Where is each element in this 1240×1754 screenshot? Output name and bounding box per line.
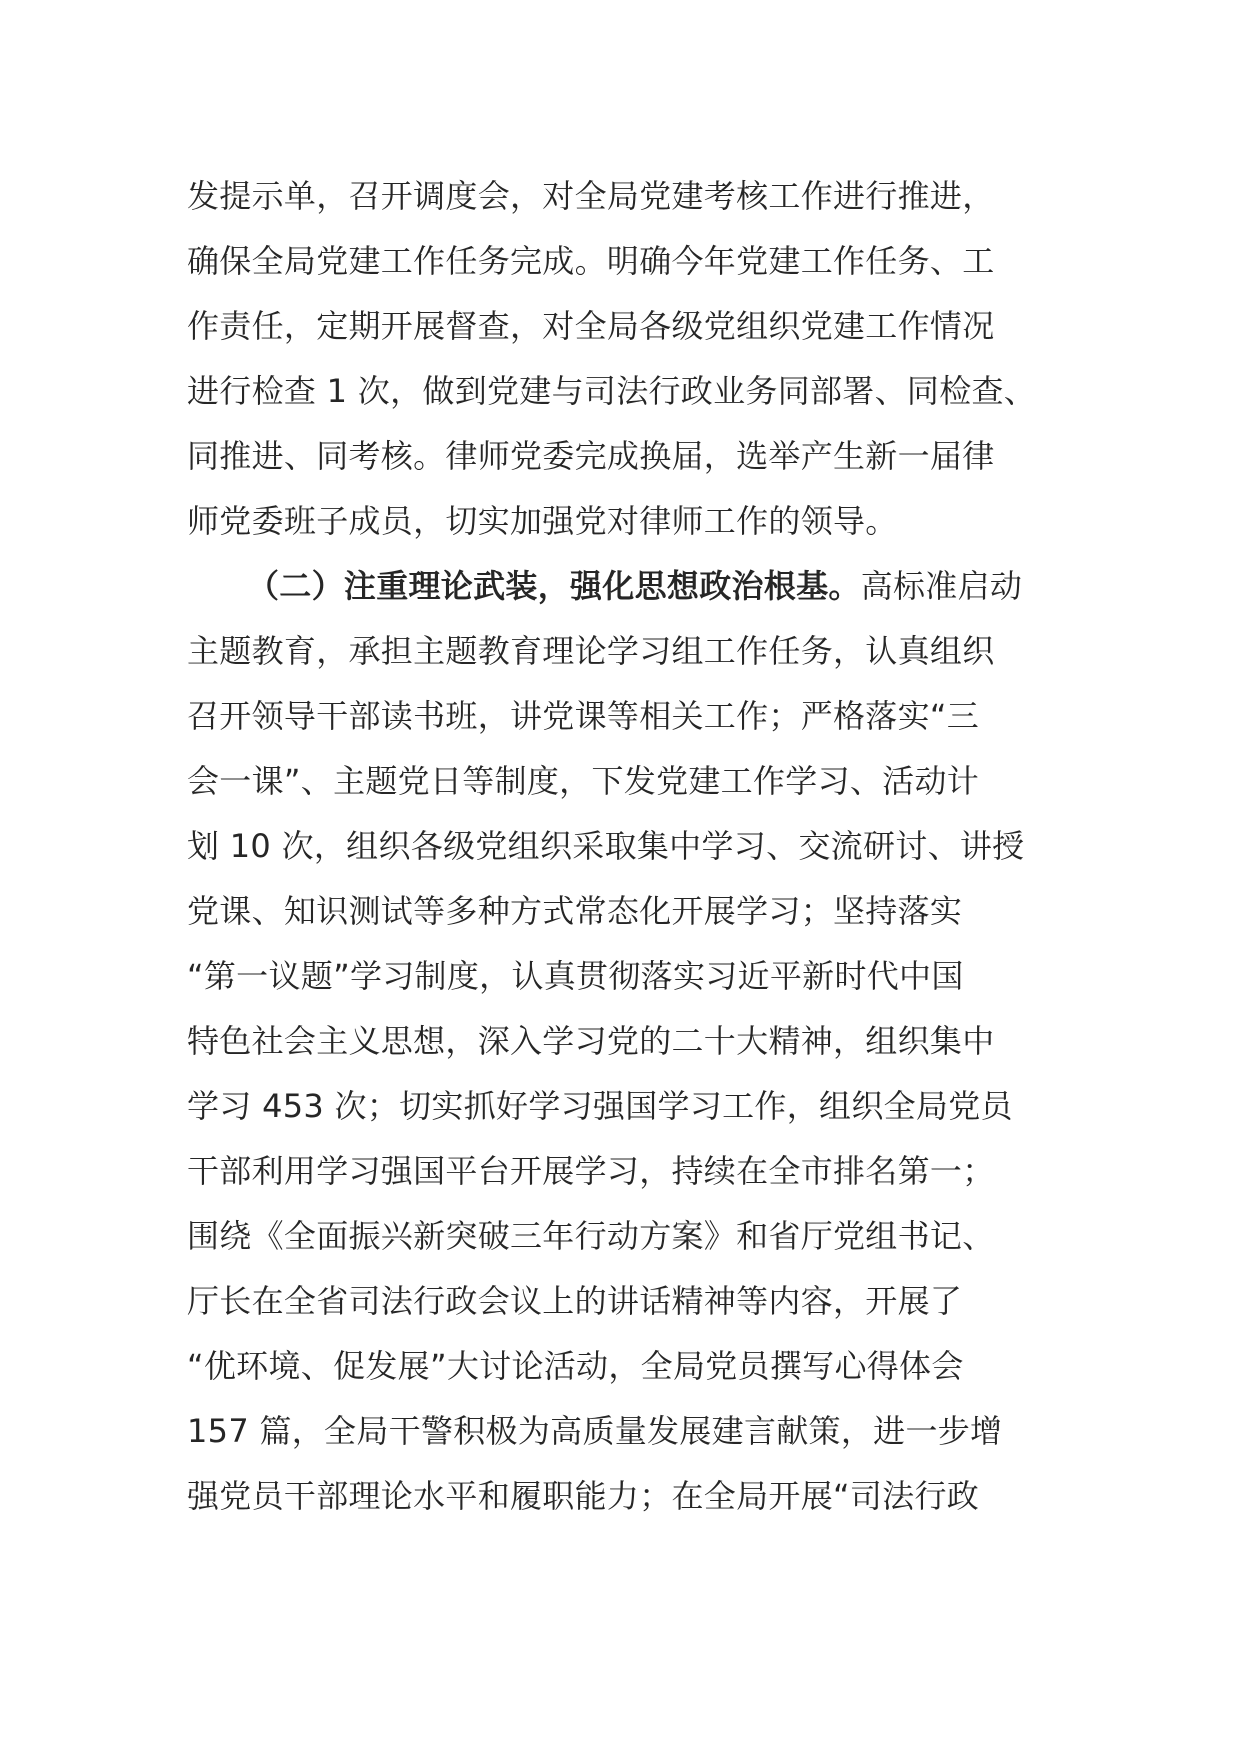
paragraph-2-line-2: 主题教育，承担主题教育理论学习组工作任务，认真组织: [187, 632, 995, 670]
paragraph-2-line-13: “优环境、促发展”大讨论活动，全局党员撰写心得体会: [187, 1347, 964, 1385]
paragraph-1-line-3: 作责任，定期开展督查，对全局各级党组织党建工作情况: [187, 307, 995, 345]
paragraph-2-line-1: [187, 554, 1087, 619]
paragraph-2-line-8: 特色社会主义思想，深入学习党的二十大精神，组织集中: [187, 1022, 995, 1060]
paragraph-2-line-7: “第一议题”学习制度，认真贯彻落实习近平新时代中国: [187, 957, 964, 995]
paragraph-1-line-6: 师党委班子成员，切实加强党对律师工作的领导。: [187, 502, 898, 540]
paragraph-1-line-4: 进行检查 1 次，做到党建与司法行政业务同部署、同检查、: [187, 372, 1037, 410]
paragraph-1-line-5: 同推进、同考核。律师党委完成换届，选举产生新一届律: [187, 437, 995, 475]
paragraph-2-line-10: 干部利用学习强国平台开展学习，持续在全市排名第一；: [187, 1152, 995, 1190]
paragraph-2-line-5: 划 10 次，组织各级党组织采取集中学习、交流研讨、讲授: [187, 827, 1025, 865]
paragraph-1-line-1: 发提示单，召开调度会，对全局党建考核工作进行推进，: [187, 177, 995, 215]
paragraph-2-line-4: 会一课”、主题党日等制度，下发党建工作学习、活动计: [187, 762, 980, 800]
paragraph-2-line-11: 围绕《全面振兴新突破三年行动方案》和省厅党组书记、: [187, 1217, 995, 1255]
section-heading: （二）注重理论武装，强化思想政治根基。: [247, 567, 861, 605]
paragraph-2-line-15: 强党员干部理论水平和履职能力；在全局开展“司法行政: [187, 1477, 980, 1515]
paragraph-1: [187, 164, 1087, 554]
paragraph-2-line-1-rest: 高标准启动: [860, 567, 1023, 605]
paragraph-2-line-3: 召开领导干部读书班，讲党课等相关工作；严格落实“三: [187, 697, 980, 735]
paragraph-2-line-14: 157 篇，全局干警积极为高质量发展建言献策，进一步增: [187, 1412, 1003, 1450]
paragraph-2-line-12: 厅长在全省司法行政会议上的讲话精神等内容，开展了: [187, 1282, 963, 1320]
paragraph-2-line-9: 学习 453 次；切实抓好学习强国学习工作，组织全局党员: [187, 1087, 1013, 1125]
paragraph-1-line-2: 确保全局党建工作任务完成。明确今年党建工作任务、工: [187, 242, 995, 280]
paragraph-2: [187, 554, 1087, 1529]
document-body: [187, 164, 1087, 1529]
paragraph-2-line-6: 党课、知识测试等多种方式常态化开展学习；坚持落实: [187, 892, 963, 930]
